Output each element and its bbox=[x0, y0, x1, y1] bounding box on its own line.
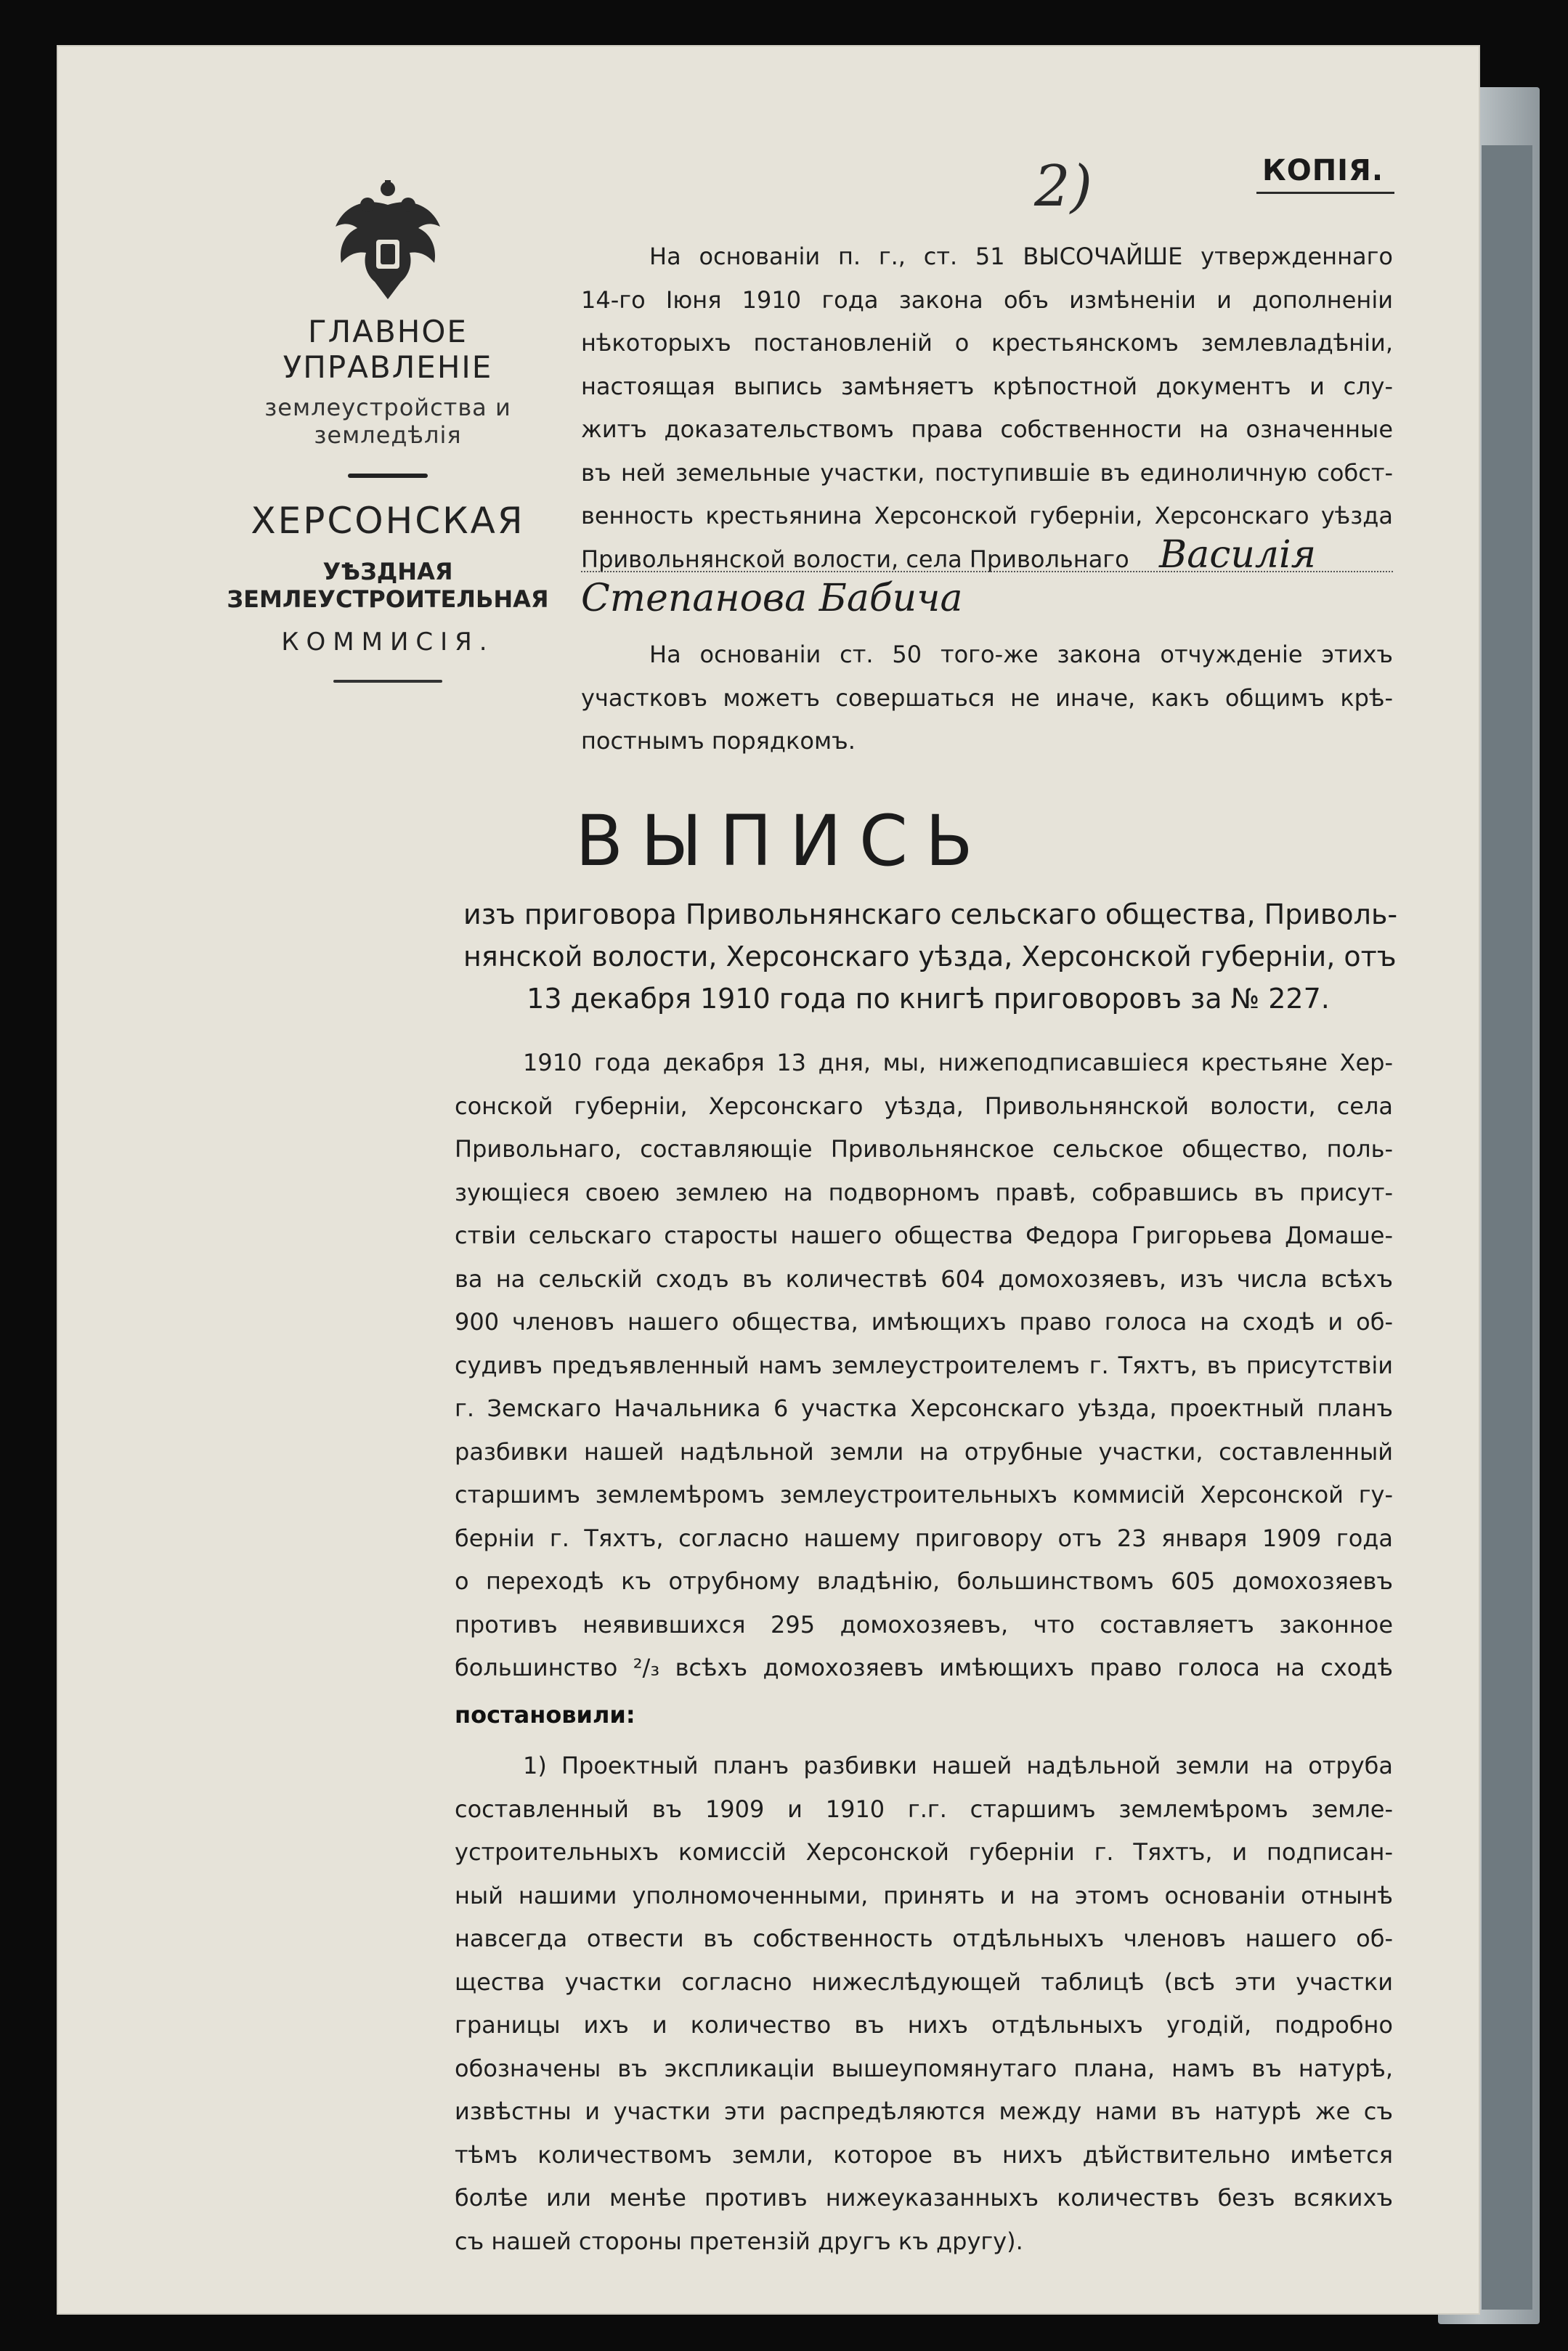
resolution-line: болѣе или менѣе противъ нижеуказанныхъ количествъ безъ всякихъ bbox=[455, 2184, 1393, 2212]
intro-line: Привольнянской волости, села Привольнаго bbox=[581, 545, 1129, 573]
double-headed-eagle-emblem-icon bbox=[322, 176, 453, 306]
handwritten-surname: Степанова Бабича bbox=[581, 577, 963, 620]
preamble-line: сонской губернiи, Херсонскаго уѣзда, Привольнянской волости, села bbox=[455, 1092, 1393, 1120]
resolution-line: извѣстны и участки эти распредѣляются между нами въ натурѣ же съ bbox=[455, 2098, 1393, 2125]
resolution-line: границы ихъ и количество въ нихъ отдѣльныхъ угодiй, подробно bbox=[455, 2011, 1393, 2039]
authority-line-land-management: землеустройства и земледѣлiя bbox=[264, 394, 511, 449]
intro-line: настоящая выпись замѣняетъ крѣпостной документъ и слу- bbox=[581, 372, 1393, 400]
subtitle-line: изъ приговора Привольнянскаго сельскаго общества, Приволь- bbox=[463, 898, 1398, 930]
intro-line: На основанiи п. г., ст. 51 ВЫСОЧАЙШЕ утвержденнаго bbox=[649, 243, 1393, 270]
alienation-paragraph bbox=[581, 633, 1393, 763]
authority-line-district-commission: УѢЗДНАЯ ЗЕМЛЕУСТРОИТЕЛЬНАЯ bbox=[227, 558, 549, 613]
preamble-line: 1910 года декабря 13 дня, мы, нижеподписавшiеся крестьяне Хер- bbox=[523, 1049, 1393, 1076]
issuing-authority-header bbox=[199, 314, 577, 683]
copy-label: КОПIЯ. bbox=[1262, 154, 1384, 187]
header-ornament bbox=[333, 680, 442, 683]
authority-line-main-directorate: ГЛАВНОЕ УПРАВЛЕНIЕ bbox=[283, 314, 493, 385]
preamble-line: о переходѣ къ отрубному владѣнiю, большинствомъ 605 домохозяевъ bbox=[455, 1567, 1393, 1595]
resolution-line: съ нашей стороны претензiй другъ къ другу). bbox=[455, 2227, 1023, 2255]
intro-line: житъ доказательствомъ права собственности на означенные bbox=[581, 415, 1393, 443]
subtitle-line: 13 декабря 1910 года по книгѣ приговоровъ за № 227. bbox=[527, 983, 1330, 1015]
document-page bbox=[57, 45, 1480, 2315]
page-number: 2) bbox=[1034, 154, 1093, 219]
resolved-label: постановили: bbox=[455, 1701, 635, 1729]
preamble-line: судивъ предъявленный намъ землеустроителемъ г. Тяхтъ, въ присутствiи bbox=[455, 1351, 1393, 1379]
document-title: ВЫПИСЬ bbox=[575, 800, 991, 882]
preamble-line: г. Земскаго Начальника 6 участка Херсонскаго уѣзда, проектный планъ bbox=[455, 1394, 1393, 1422]
handwritten-first-name: Василiя bbox=[1159, 533, 1316, 577]
authority-line-kherson: ХЕРСОНСКАЯ bbox=[251, 500, 525, 542]
resolution-line: ный нашими уполномоченными, принять и на этомъ основанiи отнынѣ bbox=[455, 1881, 1393, 1909]
intro-line: нѣкоторыхъ постановленiй о крестьянскомъ землевладѣнiи, bbox=[581, 329, 1393, 357]
resolution-preamble bbox=[455, 1041, 1393, 1690]
underlying-sheet-edge bbox=[1482, 145, 1532, 2310]
resolution-line: обозначены въ экспликацiи вышеупомянутаго плана, намъ въ натурѣ, bbox=[455, 2054, 1393, 2082]
resolution-line: 1) Проектный планъ разбивки нашей надѣльной земли на отруба bbox=[523, 1752, 1393, 1779]
preamble-line: 900 членовъ нашего общества, имѣющихъ право голоса на сходѣ и об- bbox=[455, 1308, 1393, 1336]
intro-line: 14-го Iюня 1910 года закона объ измѣненiи и дополненiи bbox=[581, 285, 1393, 314]
preamble-line: противъ неявившихся 295 домохозяевъ, что составляетъ законное bbox=[455, 1610, 1393, 1639]
resolution-line: тѣмъ количествомъ земли, которое въ нихъ дѣйствительно имѣется bbox=[455, 2140, 1393, 2169]
resolution-line: составленный въ 1909 и 1910 г.г. старшимъ землемѣромъ земле- bbox=[455, 1795, 1393, 1823]
preamble-line: Привольнаго, составляющiе Привольнянское сельское общество, поль- bbox=[455, 1135, 1393, 1163]
resolution-point-1 bbox=[455, 1745, 1393, 2263]
intro-line: венность крестьянина Херсонской губернiи, Херсонскаго уѣзда bbox=[581, 502, 1393, 529]
copy-underline bbox=[1256, 192, 1394, 194]
authority-line-commission: КОММИСIЯ. bbox=[281, 628, 495, 657]
resolution-line: навсегда отвести въ собственность отдѣльныхъ членовъ нашего об- bbox=[455, 1925, 1393, 1952]
preamble-line: старшимъ землемѣромъ землеустроительныхъ коммисiй Херсонской гу- bbox=[455, 1481, 1393, 1509]
header-divider bbox=[348, 474, 428, 478]
document-subtitle bbox=[463, 893, 1398, 1020]
preamble-line: зующiеся своею землею на подворномъ правѣ, собравшись въ присут- bbox=[455, 1178, 1393, 1206]
intro-paragraph bbox=[581, 235, 1393, 581]
alienation-line: постнымъ порядкомъ. bbox=[581, 727, 856, 755]
preamble-line: ствiи сельскаго старосты нашего общества Федора Григорьева Домаше- bbox=[455, 1222, 1393, 1249]
alienation-line: На основанiи ст. 50 того-же закона отчужденiе этихъ bbox=[649, 641, 1393, 668]
subtitle-line: нянской волости, Херсонскаго уѣзда, Херсонской губернiи, отъ bbox=[463, 941, 1397, 973]
resolution-line: устроительныхъ комиссiй Херсонской губернiи г. Тяхтъ, и подписан- bbox=[455, 1838, 1393, 1866]
preamble-line: ва на сельскiй сходъ въ количествѣ 604 домохозяевъ, изъ числа всѣхъ bbox=[455, 1264, 1393, 1293]
alienation-line: участковъ можетъ совершаться не иначе, какъ общимъ крѣ- bbox=[581, 683, 1393, 712]
intro-line: въ ней земельные участки, поступившiе въ единоличную собст- bbox=[581, 458, 1393, 487]
preamble-line: большинство ²/₃ всѣхъ домохозяевъ имѣющихъ право голоса на сходѣ bbox=[455, 1654, 1393, 1681]
preamble-line: разбивки нашей надѣльной земли на отрубные участки, составленный bbox=[455, 1437, 1393, 1466]
preamble-line: бернiи г. Тяхтъ, согласно нашему приговору отъ 23 января 1909 года bbox=[455, 1524, 1393, 1552]
resolution-line: щества участки согласно нижеслѣдующей таблицѣ (всѣ эти участки bbox=[455, 1968, 1393, 1996]
